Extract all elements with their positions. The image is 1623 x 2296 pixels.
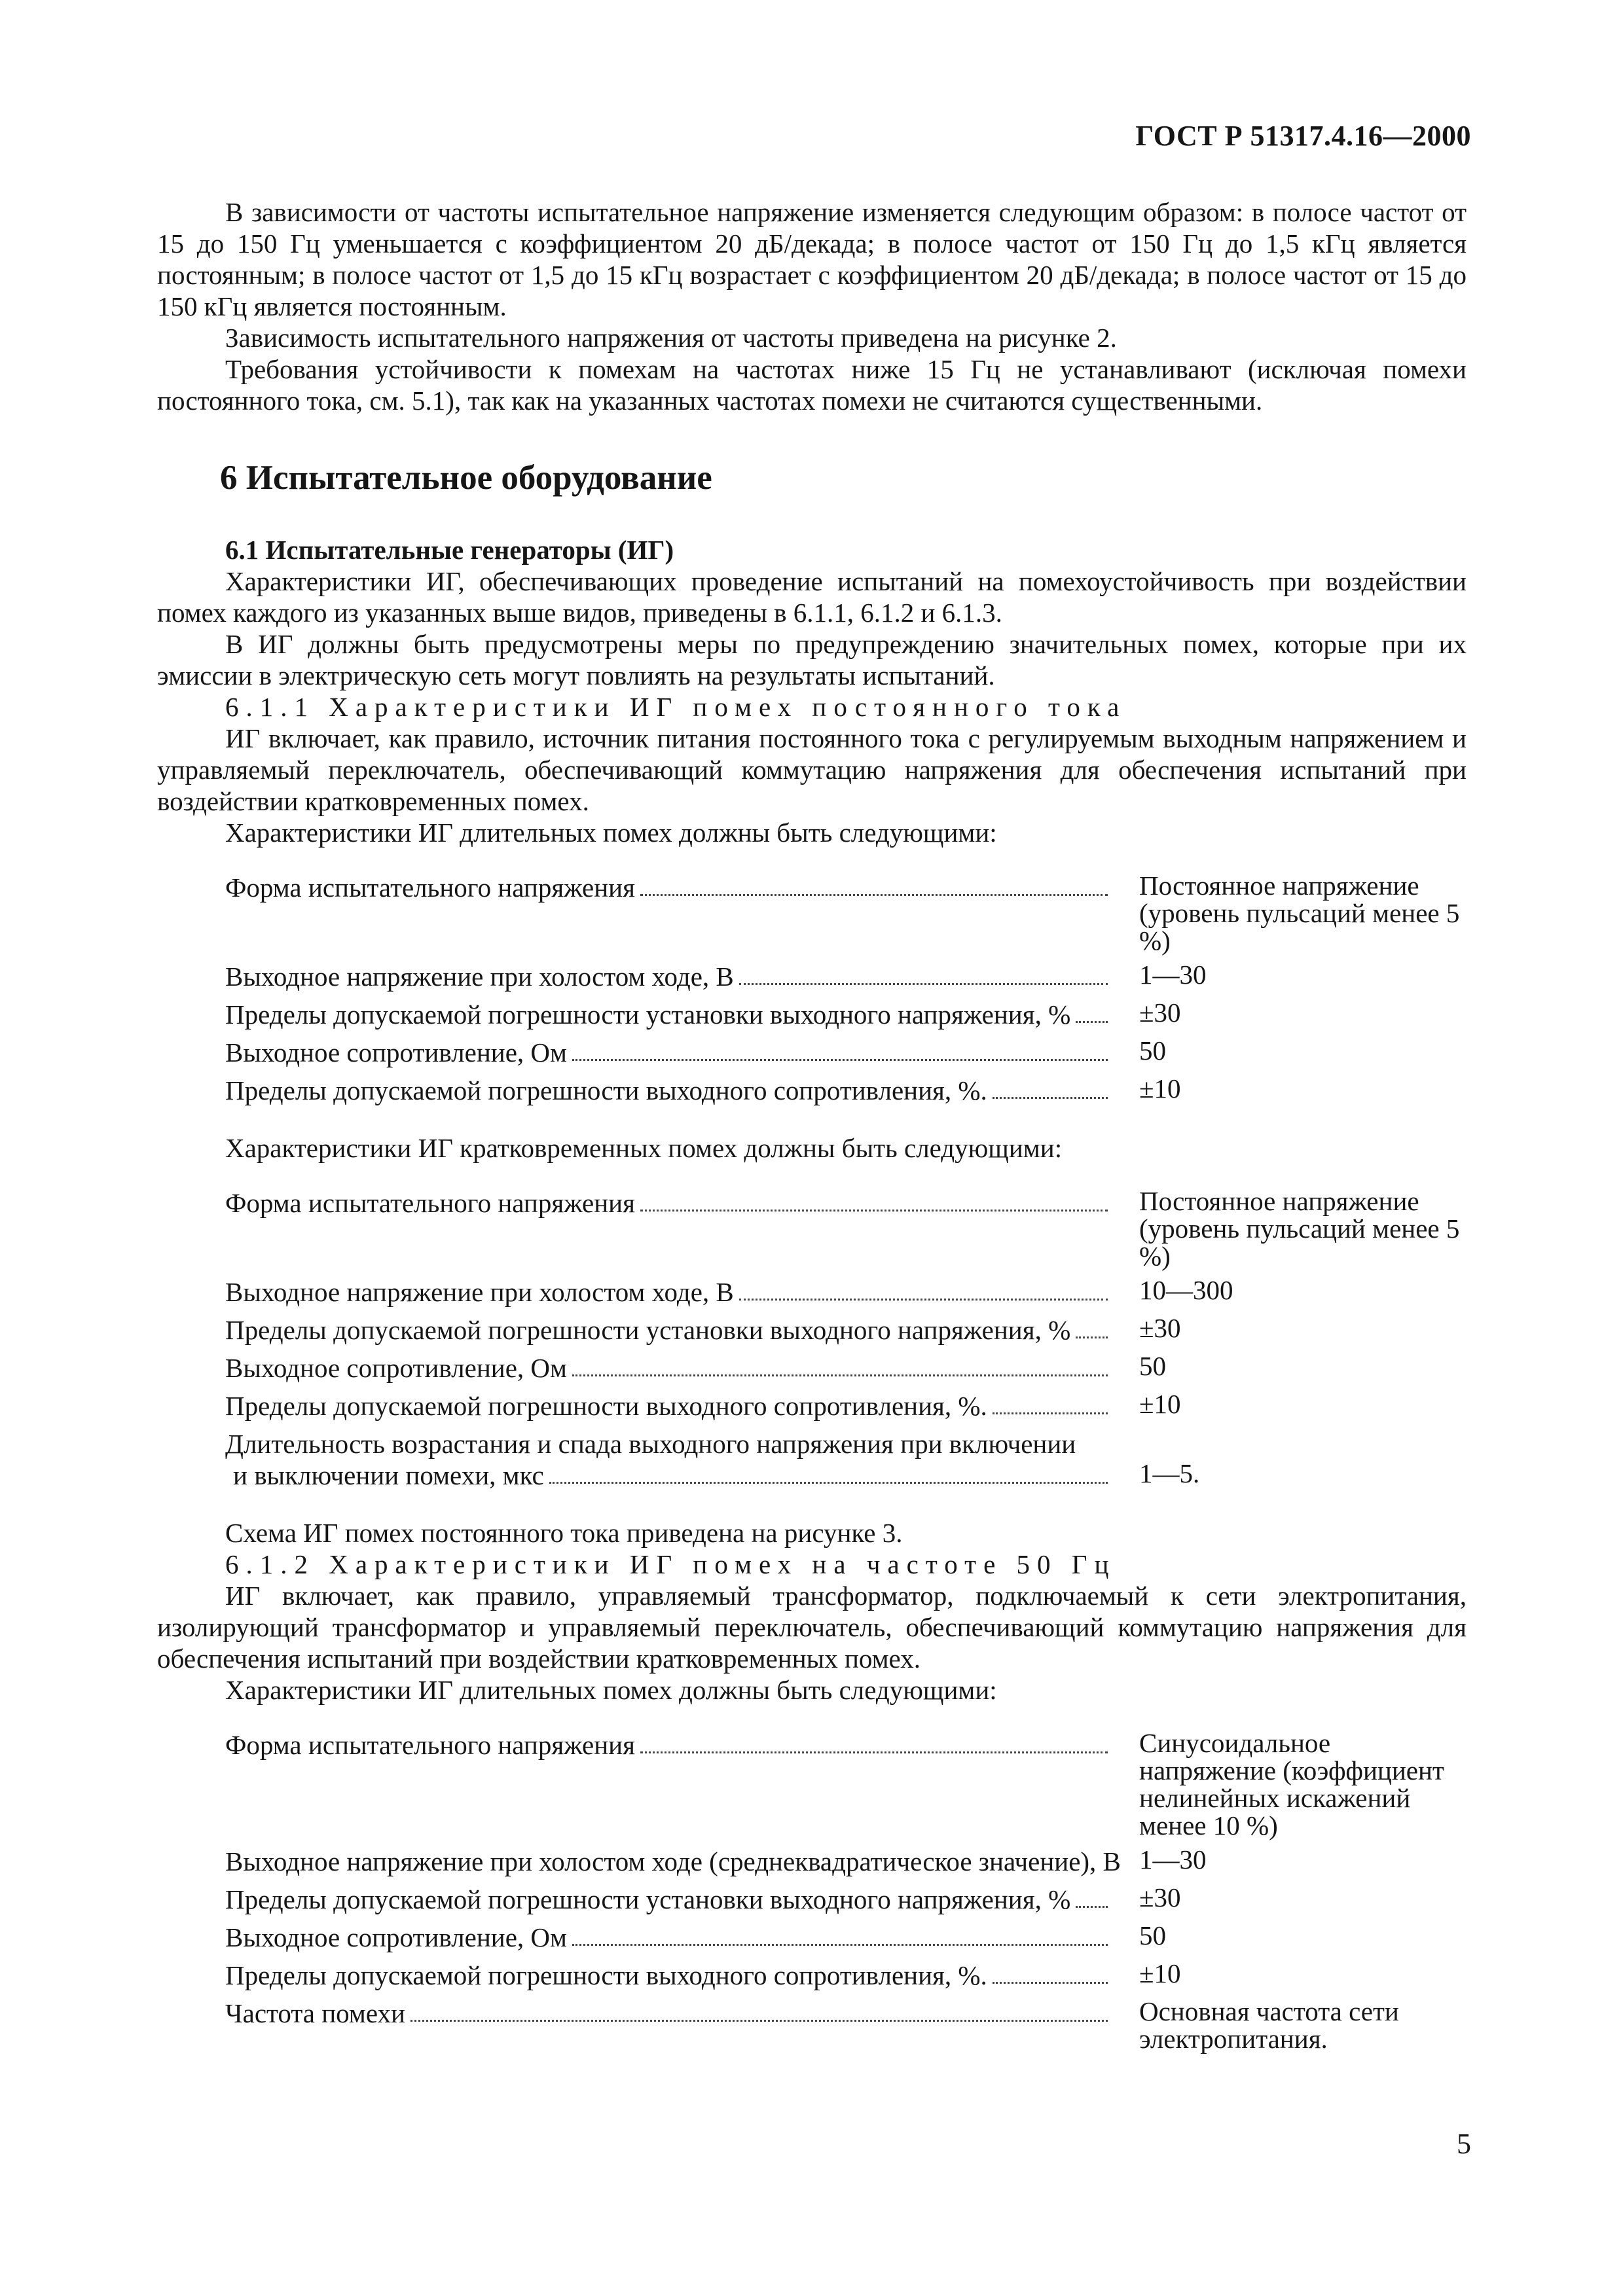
spec-value: Основная частота сети электропитания.: [1139, 1996, 1399, 2054]
spec-row: [225, 999, 1467, 1030]
spec-label: Пределы допускаемой погрешности установки выходного напряжения, %: [225, 1884, 1071, 1914]
spec-label: Форма испытательного напряжения: [225, 872, 635, 903]
spec-value: Постоянное напряжение (уровень пульсаций менее 5 %): [1139, 1186, 1460, 1271]
spec-label: Пределы допускаемой погрешности выходного сопротивления, %.: [225, 1075, 987, 1105]
spec-value: 50: [1139, 1351, 1166, 1381]
spec-row: [225, 1428, 1467, 1491]
s612-heading: 6.1.2 Характеристики ИГ помех на частоте 50 Гц: [225, 1549, 1116, 1579]
spec-label: Пределы допускаемой погрешности установки выходного напряжения, %: [225, 999, 1071, 1030]
intro-paragraph-3: Требования устойчивости к помехам на частотах ниже 15 Гц не устанавливают (исключая помехи постоянного тока, см. 5.1), так как на указанных частотах помехи не считаются существенными.: [157, 354, 1467, 416]
spec-row: [225, 1729, 1467, 1839]
spec-value: ±30: [1139, 997, 1181, 1028]
section-title: 6 Испытательное оборудование: [220, 459, 712, 497]
s612-long-spec-table: [225, 1729, 1467, 2053]
s611-short-spec-table: [225, 1187, 1467, 1491]
s61-paragraph-2: В ИГ должны быть предусмотрены меры по предупреждению значительных помех, которые при их эмиссии в электрическую сеть могут повлиять на результаты испытаний.: [157, 629, 1467, 691]
spec-value: 1—30: [1139, 1844, 1207, 1874]
spec-label: Выходное сопротивление, Ом: [225, 1037, 567, 1067]
spec-label: Частота помехи: [225, 1998, 405, 2028]
s611-heading: 6.1.1 Характеристики ИГ помех постоянного тока: [225, 692, 1127, 722]
spec-row: [225, 1276, 1467, 1308]
spec-label: Выходное напряжение при холостом ходе, В: [225, 1277, 734, 1307]
standard-code-header: ГОСТ Р 51317.4.16—2000: [1135, 120, 1471, 152]
spec-value: ±10: [1139, 1389, 1181, 1419]
spec-label: Пределы допускаемой погрешности установки выходного напряжения, %: [225, 1315, 1071, 1345]
intro-paragraph-1: В зависимости от частоты испытательное напряжение изменяется следующим образом: в полосе частот от 15 до 150 Гц уменьшается с коэффициентом 20 дБ/декада; в полосе частот от 150 Гц до 1,5 кГц является постоянным; в полосе частот от 1,5 до 15 кГц возрастает с коэффициентом 20 дБ/декада; в полосе частот от 15 до 150 кГц является постоянным.: [157, 197, 1467, 321]
spec-row: [225, 1998, 1467, 2053]
s611-paragraph: ИГ включает, как правило, источник питания постоянного тока с регулируемым выходным напряжением и управляемый переключатель, обеспечивающий коммутацию напряжения для обеспечения испытаний при воздействии кратковременных помех.: [157, 723, 1467, 816]
spec-row: [225, 1075, 1467, 1106]
spec-value: 1—30: [1139, 960, 1207, 990]
s611-short-intro: Характеристики ИГ кратковременных помех должны быть следующими:: [225, 1133, 1063, 1163]
spec-row: [225, 1352, 1467, 1384]
spec-value: Синусоидальное напряжение (коэффициент нелинейных искажений менее 10 %): [1139, 1728, 1444, 1840]
page-number: 5: [1457, 2128, 1471, 2160]
spec-label: Выходное напряжение при холостом ходе (среднеквадратическое значение), В: [225, 1846, 1121, 1876]
spec-label-line-2: и выключении помехи, мкс: [233, 1460, 544, 1490]
spec-value: ±30: [1139, 1313, 1181, 1343]
spec-label: Выходное напряжение при холостом ходе, В: [225, 961, 734, 992]
page-content: [157, 196, 1467, 2079]
spec-label: Пределы допускаемой погрешности выходного сопротивления, %.: [225, 1391, 987, 1421]
spec-row: [225, 1960, 1467, 1991]
spec-row: [225, 1922, 1467, 1953]
spec-label: Форма испытательного напряжения: [225, 1730, 635, 1760]
spec-label: Пределы допускаемой погрешности выходного сопротивления, %.: [225, 1960, 987, 1990]
s61-paragraph-1: Характеристики ИГ, обеспечивающих проведение испытаний на помехоустойчивость при воздействии помех каждого из указанных выше видов, приведены в 6.1.1, 6.1.2 и 6.1.3.: [157, 566, 1467, 628]
spec-row: [225, 1037, 1467, 1068]
spec-row: [225, 1187, 1467, 1270]
spec-row: [225, 1884, 1467, 1915]
spec-value: 1—5.: [1139, 1458, 1200, 1488]
s612-paragraph: ИГ включает, как правило, управляемый трансформатор, подключаемый к сети электропитания, изолирующий трансформатор и управляемый переключатель, обеспечивающий коммутацию напряжения для обеспечения испытаний при воздействии кратковременных помех.: [157, 1581, 1467, 1674]
spec-value: ±10: [1139, 1958, 1181, 1988]
spec-label-line-1: Длительность возрастания и спада выходного напряжения при включении: [225, 1429, 1076, 1459]
spec-value: 10—300: [1139, 1275, 1233, 1305]
spec-label: Выходное сопротивление, Ом: [225, 1353, 567, 1383]
spec-row: [225, 1846, 1467, 1877]
subsection-title: 6.1 Испытательные генераторы (ИГ): [225, 535, 674, 565]
spec-value: 50: [1139, 1920, 1166, 1950]
spec-value: ±30: [1139, 1882, 1181, 1912]
spec-label: Выходное сопротивление, Ом: [225, 1922, 567, 1952]
spec-row: [225, 1314, 1467, 1346]
intro-paragraph-2: Зависимость испытательного напряжения от частоты приведена на рисунке 2.: [225, 323, 1117, 353]
s611-figure-reference: Схема ИГ помех постоянного тока приведена на рисунке 3.: [225, 1518, 903, 1548]
spec-row: [225, 1390, 1467, 1422]
spec-value: 50: [1139, 1035, 1166, 1066]
spec-value: Постоянное напряжение (уровень пульсаций менее 5 %): [1139, 870, 1460, 956]
s611-long-intro: Характеристики ИГ длительных помех должны быть следующими:: [225, 817, 997, 848]
spec-row: [225, 872, 1467, 954]
spec-label: Форма испытательного напряжения: [225, 1188, 635, 1218]
s611-long-spec-table: [225, 872, 1467, 1106]
s612-long-intro: Характеристики ИГ длительных помех должны быть следующими:: [225, 1675, 997, 1705]
spec-value: ±10: [1139, 1073, 1181, 1103]
spec-row: [225, 961, 1467, 992]
